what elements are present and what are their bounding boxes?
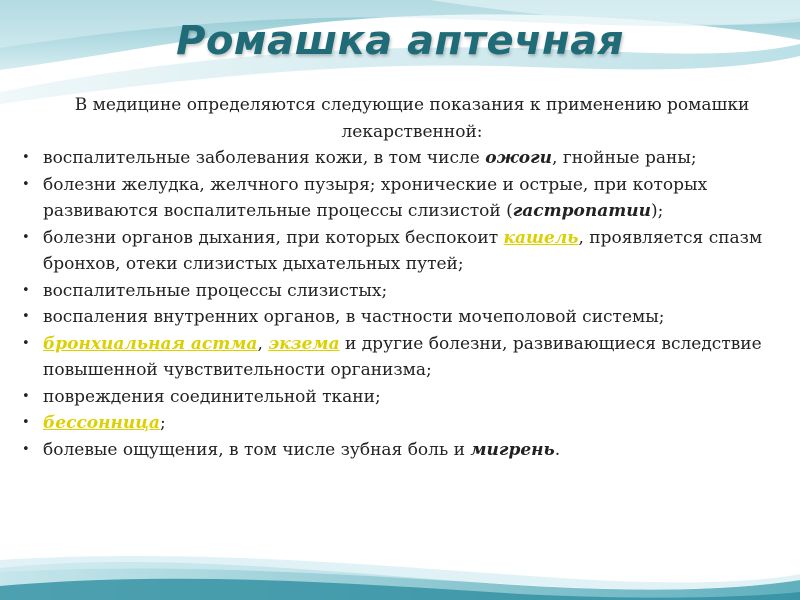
bullet-icon: • [22,309,30,324]
item-text: , проявляется спазм бронхов, отеки слизистых дыхательных путей; [43,227,763,274]
item-text: и другие болезни, развивающиеся вследствие повышенной чувствительности организма; [43,333,762,380]
item-text: . [554,439,561,460]
item-text: повреждения соединительной ткани; [43,386,381,407]
bullet-icon: • [22,229,30,245]
list-item [22,410,792,437]
list-item [22,304,792,331]
item-text: , [257,333,269,354]
indications-list [22,145,792,463]
list-item [22,278,792,305]
bullet-icon: • [22,415,30,430]
eczema-link[interactable]: экзема [268,333,340,354]
item-emphasis: мигрень [470,439,555,460]
list-item [22,172,792,225]
item-text: воспалительные процессы слизистых; [43,280,388,301]
list-item [22,225,792,278]
item-emphasis: гастропатии [512,201,651,221]
insomnia-link[interactable]: бессонница [43,413,160,433]
item-text: воспалительные заболевания кожи, в том числе [43,148,486,168]
bronchial-asthma-link[interactable]: бронхиальная астма [43,333,258,354]
bullet-icon: • [22,441,30,457]
slide-title: Ромашка аптечная [176,18,624,64]
item-text: ); [650,201,664,221]
bullet-icon: • [22,150,30,165]
cough-link[interactable]: кашель [503,227,579,248]
item-text: болевые ощущения, в том числе зубная боль и [43,439,471,460]
item-text: болезни органов дыхания, при которых беспокоит [43,227,504,248]
bullet-icon: • [22,388,30,404]
item-text: болезни желудка, желчного пузыря; хронические и острые, при которых развиваются воспалительные процессы слизистой ( [43,174,708,221]
bullet-icon: • [22,282,30,298]
item-text: , гнойные раны; [552,148,697,168]
item-text: воспаления внутренних органов, в частности мочеполовой системы; [43,307,665,327]
list-item [22,384,792,411]
list-item [22,145,792,172]
bullet-icon: • [22,176,30,192]
list-item [22,437,792,464]
list-item [22,331,792,384]
slide-body [22,92,792,463]
intro-text: В медицине определяются следующие показания к применению ромашки лекарственной: [74,95,750,142]
item-emphasis: ожоги [485,148,553,168]
item-text: ; [159,413,166,433]
bullet-icon: • [22,335,30,351]
